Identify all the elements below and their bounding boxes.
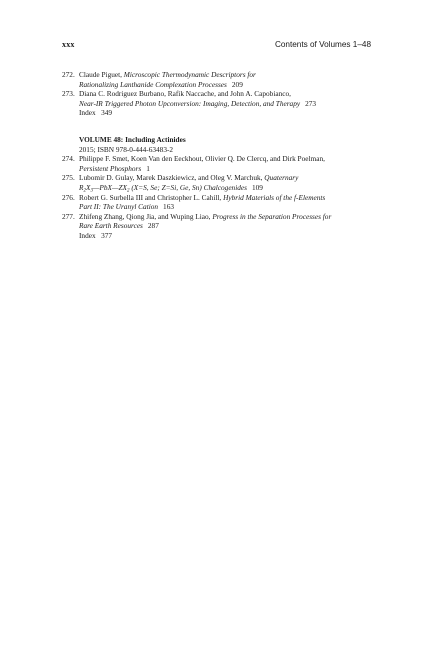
entry-page: 287 [147, 221, 159, 231]
entry-number: 273. [62, 89, 75, 99]
entry-line-2 [79, 221, 372, 231]
entry-line-2 [79, 202, 372, 212]
volume-index-line: Index 349 [79, 108, 113, 118]
entry-line-1 [79, 89, 372, 99]
entry-body [79, 89, 372, 108]
entry-body [79, 193, 372, 212]
formula-pbx-zx: —PbX—ZX [92, 182, 127, 192]
entry-page: 273 [305, 98, 317, 108]
entry-title: Persistent Phosphors [79, 163, 142, 173]
entry-authors: Zhifeng Zhang, Qiong Jia, and Wuping Liao, [79, 211, 213, 221]
entry-title: Near-IR Triggered Photon Upconversion: Imaging, Detection, and Therapy [79, 98, 301, 108]
entry-body [79, 154, 372, 173]
entry-body [79, 173, 372, 192]
entry-page: 163 [163, 202, 174, 212]
contents-entry-274 [62, 154, 372, 173]
entry-title: Quaternary [264, 173, 299, 183]
volume-index-line: Index 377 [79, 230, 113, 240]
contents-entry-275 [62, 173, 372, 192]
volume-isbn: 2015; ISBN 978-0-444-63483-2 [79, 144, 174, 154]
entry-line-1 [79, 70, 372, 80]
entry-line-2 [79, 164, 372, 174]
contents-entry-272 [62, 70, 372, 89]
entry-authors: Lubomir D. Gulay, Marek Daszkiewicz, and Oleg V. Marchuk, [79, 173, 265, 183]
formula-r: R [79, 182, 84, 192]
volume-heading: VOLUME 48: Including Actinides [79, 134, 186, 144]
formula-z-subscript: 2 [127, 188, 130, 194]
entry-authors: Diana C. Rodriguez Burbano, Rafik Naccache, and John A. Capobianco, [79, 89, 291, 99]
entry-number: 275. [62, 173, 75, 183]
entry-line-2 [79, 80, 372, 90]
entry-body [79, 70, 372, 89]
formula-x: X [85, 182, 91, 192]
entry-number: 274. [62, 154, 75, 164]
formula-r-subscript: 2 [83, 188, 86, 194]
entry-line-1 [79, 193, 372, 203]
entry-title-continued: Rare Earth Resources [79, 221, 143, 231]
entry-title-continued: Rationalizing Lanthanide Complexation Processes [79, 79, 227, 89]
entry-page: 109 [251, 182, 263, 192]
formula-rest: (X=S, Se; Z=Si, Ge, Sn) Chalcogenides [129, 182, 247, 192]
entry-authors: Robert G. Surbella III and Christopher L. Cahill, [79, 192, 224, 202]
entry-line-2 [79, 99, 372, 109]
entry-line-1 [79, 154, 372, 164]
entry-title-formula [79, 183, 247, 192]
entry-page: 1 [146, 163, 150, 173]
entry-title-continued: Part II: The Uranyl Cation [79, 202, 159, 212]
contents-entry-277 [62, 212, 372, 231]
contents-entry-276 [62, 193, 372, 212]
entry-title: Progress in the Separation Processes for [212, 211, 332, 221]
running-title: Contents of Volumes 1–48 [274, 40, 371, 49]
entry-page: 209 [231, 79, 243, 89]
entry-authors: Philippe F. Smet, Koen Van den Eeckhout, Olivier Q. De Clercq, and Dirk Poelman, [79, 154, 325, 164]
entry-authors: Claude Piguet, [79, 70, 124, 79]
running-head [62, 40, 371, 52]
entry-line-1 [79, 173, 372, 183]
contents-entry-273 [62, 89, 372, 108]
contents-list [62, 70, 372, 241]
volume-48-block [62, 135, 372, 154]
entry-line-1 [79, 212, 372, 222]
entry-number: 277. [62, 211, 75, 221]
entry-title: Hybrid Materials of the f-Elements [223, 192, 326, 202]
entry-line-2 [79, 183, 372, 193]
page-number: xxx [62, 40, 75, 49]
entry-body [79, 212, 372, 231]
formula-x-subscript: 3 [90, 188, 93, 194]
entry-number: 272. [62, 70, 75, 79]
entry-title: Microscopic Thermodynamic Descriptors for [123, 70, 256, 79]
entry-number: 276. [62, 192, 75, 202]
